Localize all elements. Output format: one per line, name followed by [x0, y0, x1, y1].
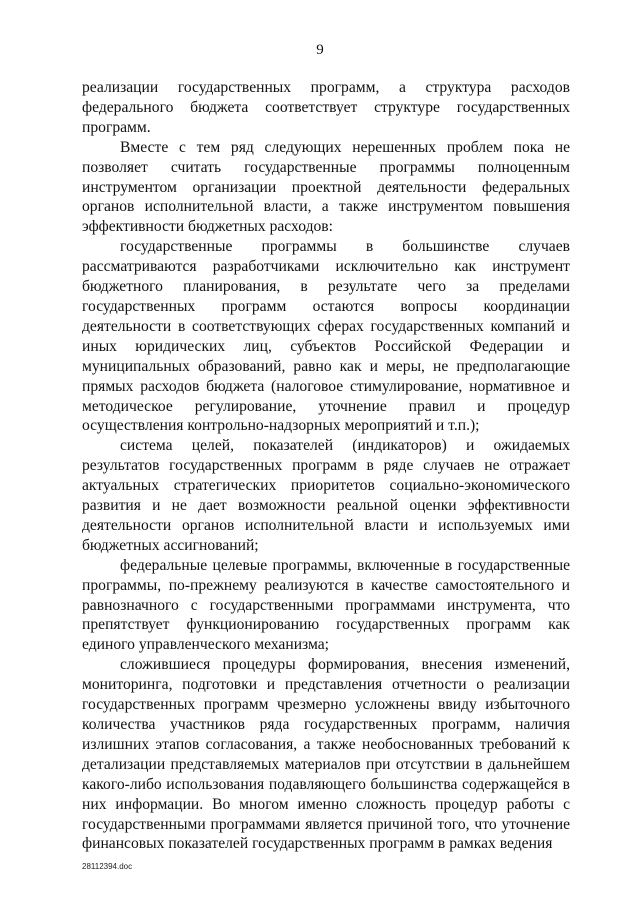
paragraph-budget-planning: государственные программы в большинстве случаев рассматриваются разработчиками исключительно как инструмент бюджетного планирования, в результате чего за пределами государственных программ остаются вопросы координации деятельности в соответствующих сферах государственных компаний и иных юридических лиц, субъектов Российской Федерации и муниципальных образований, равно как и меры, не предполагающие прямых расходов бюджета (налоговое стимулирование, нормативное и методическое регулирование, уточнение правил и процедур осуществления контрольно-надзорных мероприятий и т.п.);	[82, 238, 570, 435]
paragraph-goals-indicators: система целей, показателей (индикаторов) и ожидаемых результатов государственных программ в ряде случаев не отражает актуальных стратегических приоритетов социально-экономического развития и не дает возможности реальной оценки эффективности деятельности органов исполнительной власти и используемых ими бюджетных ассигнований;	[82, 437, 570, 554]
footer-filename: 28112394.doc	[82, 862, 133, 871]
paragraph-procedures: сложившиеся процедуры формирования, внесения изменений, мониторинга, подготовки и представления отчетности о реализации государственных программ чрезмерно усложнены ввиду избыточного количества участников ряда государственных программ, наличия излишних этапов согласования, а также необоснованных требований к детализации представляемых материалов при отсутствии в дальнейшем какого-либо использования подавляющего большинства содержащейся в них информации. Во многом именно сложность процедур работы с государственными программами является причиной того, что уточнение финансовых показателей государственных программ в рамках ведения	[82, 656, 570, 853]
page-number: 9	[316, 42, 324, 58]
paragraph-federal-target-programs: федеральные целевые программы, включенные в государственные программы, по-прежнему реализуются в качестве самостоятельного и равнозначного с государственными программами инструмента, что препятствует функционированию государственных программ как единого управленческого механизма;	[82, 556, 570, 654]
body-text	[82, 78, 570, 854]
paragraph-problems-intro: Вместе с тем ряд следующих нерешенных проблем пока не позволяет считать государственные программы полноценным инструментом организации проектной деятельности федеральных органов исполнительной власти, а также инструментом повышения эффективности бюджетных расходов:	[82, 138, 570, 236]
paragraph-continuation: реализации государственных программ, а структура расходов федерального бюджета соответствует структуре государственных программ.	[82, 79, 570, 136]
